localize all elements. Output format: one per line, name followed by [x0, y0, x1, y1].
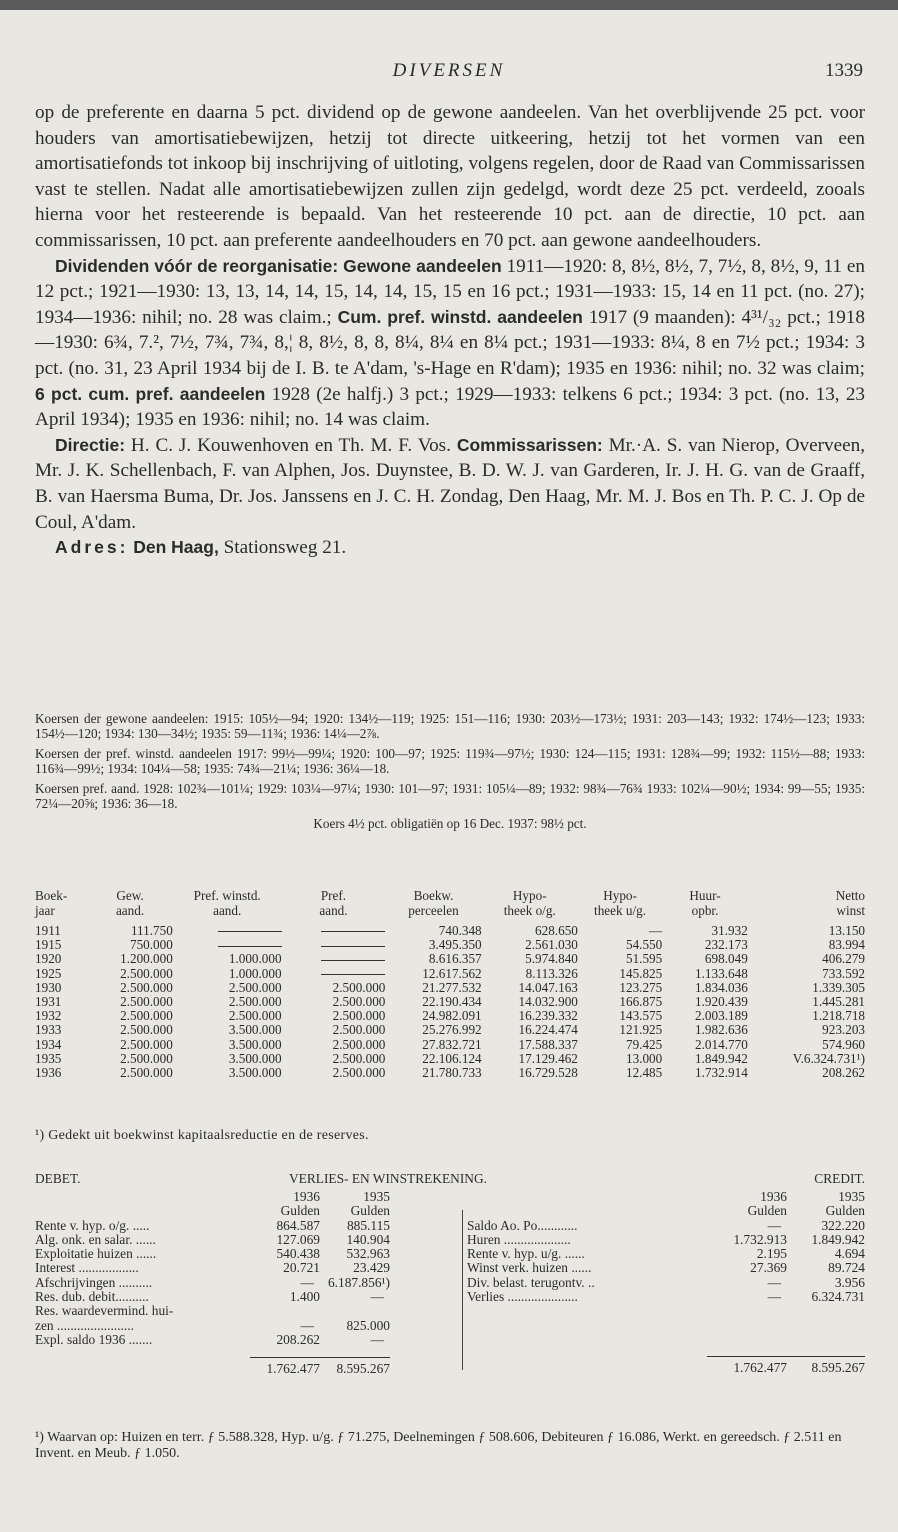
table-cell: 406.279 [822, 951, 865, 967]
table-cell: 2.500.000 [120, 1008, 173, 1024]
table-cell: 79.425 [625, 1036, 663, 1052]
table-row [35, 995, 865, 1009]
empty-dash [218, 946, 282, 947]
page-number: 1339 [825, 60, 863, 81]
debet-value: 23.429 [353, 1260, 390, 1276]
credit-value: — [767, 1289, 781, 1305]
table-cell: 628.650 [535, 923, 578, 938]
row-year: 1936 [35, 1065, 62, 1081]
table-row [35, 1023, 865, 1037]
credit-total-row [467, 1361, 865, 1375]
row-year: 1932 [35, 1008, 62, 1024]
table-cell: 3.500.000 [228, 1065, 282, 1081]
table-cell: 2.500.000 [332, 1050, 386, 1066]
table-cell: 2.500.000 [120, 979, 173, 995]
table-cell: 698.049 [704, 951, 748, 967]
commissarissen-label: Commissarissen: [456, 434, 603, 455]
commissarissen-text: Mr.·A. S. van Nierop, Overveen, Mr. J. K. Schellenbach, F. van Alphen, Jos. Duynstee, B. D. W. J. van Garderen, Ir. J. H. G. van de Graaff, B. van Haersma Buma, Dr. Jos. Janssens en J. C. H. Zondag, Den Haag, Mr. M. J. Bos en Th. P. C. J. Op de Coul, A'dam. [35, 434, 865, 533]
table-cell: 1.849.942 [695, 1050, 748, 1066]
credit-label: Div. belast. terugontv. .. [467, 1274, 595, 1290]
koers-obligaties: Koers 4½ pct. obligatiën op 16 Dec. 1937: 98½ pct. [313, 816, 587, 831]
debet-rows [35, 1219, 390, 1348]
debet-total-1936: 1.762.477 [266, 1360, 320, 1376]
dividends-text-3: 1928 (2e halfj.) 3 pct.; 1929—1933: telkens 6 pct.; 1934: 3 pct. (no. 13, 23 April 1934); 1935 en 1936: nihil; no. 14 was claim. [35, 383, 866, 431]
table-cell [282, 924, 386, 938]
table-cell: 2.500.000 [120, 1036, 173, 1052]
table-cell: 12.617.562 [422, 965, 482, 981]
col-header: aand. [115, 903, 145, 918]
table-cell: 111.750 [130, 923, 173, 938]
table-cell: 16.729.528 [518, 1065, 578, 1081]
debet-table [35, 1190, 390, 1376]
table-row [35, 1038, 865, 1052]
row-year: 1915 [35, 937, 62, 953]
credit-value: — [767, 1217, 781, 1233]
debet-row [35, 1290, 390, 1304]
pl-headings [35, 1172, 865, 1190]
credit-label: Winst verk. huizen ...... [467, 1260, 592, 1276]
debet-label: Expl. saldo 1936 ....... [35, 1331, 153, 1347]
col-header: theek u/g. [594, 903, 647, 918]
debet-unit-1935: Gulden [350, 1203, 390, 1219]
table-cell: 145.825 [619, 965, 663, 981]
debet-value: — [300, 1274, 314, 1290]
table-cell: 2.500.000 [332, 1036, 386, 1052]
koersen-pref-winstd: Koersen der pref. winstd. aandeelen 1917: 99½—99¼; 1920: 100—97; 1925: 119¾—97½; 1930: 124—115; 1931: 128¾—99; 1932: 115½—88; 1933: 116¾—99½; 1934: 104¼—58; 1935: 74¾—21¼; 1936: 36¼—18. [35, 746, 865, 776]
table-body [35, 924, 865, 1080]
table-cell: 3.495.350 [428, 937, 482, 953]
table-cell: 2.500.000 [228, 979, 282, 995]
dividends-text-2: 1917 (9 maanden): 4³¹/₃₂ pct.; 1918—1930: 6¾, 7.², 7½, 7¾, 7¾, 8,¦ 8, 8½, 8, 8, 8¼, 8¼ en 8¼ pct.; 1931—1933: 8¼, 8 en 7½ pct.; 1934: 3 pct. (no. 31, 23 April 1934 bij de I. B. te A'dam, 's-Hage en R'dam); 1935 en 1936: nihil; no. 32 was claim; [35, 306, 865, 379]
page-title: DIVERSEN [392, 60, 506, 81]
credit-table [467, 1190, 865, 1375]
table-cell: 1.339.305 [812, 979, 865, 995]
table-cell: 733.592 [822, 965, 865, 981]
debet-value [250, 1304, 320, 1318]
debet-row [35, 1276, 390, 1290]
table-cell [173, 938, 282, 952]
table-cell: 121.925 [619, 1022, 663, 1038]
credit-value: — [767, 1274, 781, 1290]
paragraph-adres [35, 535, 865, 561]
table-cell [282, 952, 386, 966]
profit-loss-account [35, 1171, 865, 1376]
col-header: Hypo- [512, 888, 547, 903]
adres-label: Adres: [55, 537, 129, 558]
col-header: Boekw. [413, 888, 454, 903]
debet-label: Afschrijvingen .......... [35, 1274, 153, 1290]
paragraph-dividends [35, 254, 865, 433]
table-row [35, 1009, 865, 1023]
table-cell: 22.106.124 [422, 1050, 482, 1066]
table-row [35, 924, 865, 938]
row-year: 1911 [35, 923, 61, 938]
debet-total-row [35, 1362, 390, 1376]
table-cell: 1.445.281 [812, 994, 865, 1010]
debet-year-1936: 1936 [293, 1189, 320, 1204]
table-cell: 25.276.992 [422, 1022, 482, 1038]
credit-value: 4.694 [834, 1246, 865, 1262]
table-cell: 3.500.000 [228, 1050, 282, 1066]
col-header: theek o/g. [503, 903, 556, 918]
table-cell: 83.994 [828, 937, 865, 953]
adres-text: Stationsweg 21. [218, 537, 347, 559]
table-cell: 16.239.332 [518, 1008, 578, 1024]
table-cell: 2.500.000 [332, 1065, 386, 1081]
row-year: 1920 [35, 951, 62, 967]
debet-value: 540.438 [276, 1246, 320, 1262]
table-cell: 2.500.000 [228, 994, 282, 1010]
debet-value: 825.000 [346, 1317, 390, 1333]
pl-divider [462, 1210, 463, 1370]
col-header: perceelen [408, 903, 459, 918]
table-cell: 208.262 [822, 1065, 865, 1081]
table-cell: 8.616.357 [428, 951, 482, 967]
table-header-row-2 [35, 903, 865, 924]
credit-row [467, 1276, 865, 1290]
credit-heading: CREDIT. [814, 1171, 865, 1186]
credit-value: 27.369 [750, 1260, 787, 1276]
col-header: Pref. winstd. [193, 888, 261, 903]
debet-unit-row [35, 1204, 390, 1218]
table-cell: 2.500.000 [332, 1008, 386, 1024]
debet-row [35, 1219, 390, 1233]
debet-label: Alg. onk. en salar. ...... [35, 1231, 156, 1247]
col-header: aand. [319, 903, 348, 918]
col-header: opbr. [691, 903, 719, 918]
dividends-text-1: 1911—1920: 8, 8½, 8½, 7, 7½, 8, 8½, 9, 11 en 12 pct.; 1921—1930: 13, 13, 14, 14, 15, 14, 14, 15, 15 en 16 pct.; 1931—1933: 15, 14 en 11 pct. (no. 27); 1934—1936: nihil; no. 28 was claim.; [35, 255, 865, 328]
table-cell: 1.200.000 [120, 951, 173, 967]
table-cell: 16.224.474 [518, 1022, 578, 1038]
row-year: 1934 [35, 1036, 62, 1052]
table-cell [173, 924, 282, 938]
share-prices [35, 711, 865, 836]
table-cell: 27.832.721 [422, 1036, 482, 1052]
credit-year-row [467, 1190, 865, 1204]
directie-text: H. C. J. Kouwenhoven en Th. M. F. Vos. [125, 434, 457, 456]
credit-value: 89.724 [828, 1260, 865, 1276]
directie-label: Directie: [55, 434, 126, 455]
empty-dash [321, 960, 385, 961]
table-cell: 21.277.532 [422, 979, 482, 995]
credit-unit-1936: Gulden [747, 1203, 787, 1219]
credit-row [467, 1219, 865, 1233]
table-cell: 12.485 [625, 1065, 663, 1081]
row-year: 1925 [35, 965, 62, 981]
table-cell: 574.960 [822, 1036, 865, 1052]
financial-history-table [35, 888, 865, 1080]
table-cell: — [649, 923, 663, 938]
table-cell: 750.000 [129, 937, 173, 953]
credit-year-1935: 1935 [838, 1189, 865, 1204]
table-cell: 1.920.439 [695, 994, 748, 1010]
cum-pref-label: Cum. pref. winstd. aandeelen [337, 306, 583, 327]
debet-value [320, 1304, 390, 1318]
credit-value: 322.220 [821, 1217, 865, 1233]
debet-row [35, 1247, 390, 1261]
debet-value: 127.069 [276, 1231, 320, 1247]
debet-label: Rente v. hyp. o/g. ..... [35, 1217, 150, 1233]
debet-value: 885.115 [346, 1217, 390, 1233]
debet-year-1935: 1935 [363, 1189, 390, 1204]
debet-value: 6.187.856¹) [327, 1274, 390, 1290]
debet-row [35, 1261, 390, 1275]
table-cell: 5.974.840 [525, 951, 578, 967]
table-cell: 740.348 [438, 923, 482, 938]
table-cell: 123.275 [619, 979, 663, 995]
table-cell: 2.500.000 [120, 965, 173, 981]
table-cell: 3.500.000 [228, 1022, 282, 1038]
table-cell: 51.595 [625, 951, 663, 967]
table-row [35, 967, 865, 981]
table-cell: 2.500.000 [120, 1065, 173, 1081]
table-cell [282, 938, 386, 952]
table-header-row-1 [35, 888, 865, 903]
debet-label: Exploitatie huizen ...... [35, 1246, 157, 1262]
table-cell: 923.203 [822, 1022, 865, 1038]
credit-value: 1.849.942 [811, 1231, 865, 1247]
koersen-gewone: Koersen der gewone aandeelen: 1915: 105½—94; 1920: 134½—119; 1925: 151—116; 1930: 203½—173½; 1931: 203—143; 1932: 174½—123; 1933: 154½—120; 1934: 130—34½; 1935: 59—11¾; 1936: 14¼—2⅞. [35, 711, 865, 741]
debet-value: — [370, 1331, 384, 1347]
table-cell: 2.500.000 [332, 979, 386, 995]
six-pct-label: 6 pct. cum. pref. aandeelen [35, 383, 266, 404]
table-cell: 1.000.000 [228, 965, 282, 981]
table-cell: 2.500.000 [332, 994, 386, 1010]
debet-value: 1.400 [289, 1289, 320, 1305]
credit-label: Saldo Ao. Po............ [467, 1217, 578, 1233]
col-header: Huur- [689, 888, 721, 903]
debet-value: 20.721 [283, 1260, 320, 1276]
debet-unit-1936: Gulden [280, 1203, 320, 1219]
credit-unit-row [467, 1204, 865, 1218]
table-row [35, 1052, 865, 1066]
table-cell [282, 967, 386, 981]
koersen-pref: Koersen pref. aand. 1928: 102¾—101¼; 1929: 103¼—97¼; 1930: 101—97; 1931: 105¼—89; 1932: 98¾—76¾ 1933: 102¼—90½; 1934: 99—55; 1935: 72¼—20⅝; 1936: 36—18. [35, 781, 865, 811]
table-cell: 1.000.000 [228, 951, 282, 967]
table-cell: 8.113.326 [525, 965, 578, 981]
table-cell: 3.500.000 [228, 1036, 282, 1052]
credit-row [467, 1261, 865, 1275]
table-cell: 22.190.434 [422, 994, 482, 1010]
body-text [35, 100, 865, 561]
table-cell: 21.780.733 [422, 1065, 482, 1081]
table-row [35, 981, 865, 995]
row-year: 1931 [35, 994, 62, 1010]
table-row [35, 938, 865, 952]
table-cell: 1.732.914 [695, 1065, 748, 1081]
credit-value: 3.956 [834, 1274, 865, 1290]
table-cell: 1.834.036 [695, 979, 748, 995]
table-cell: 31.932 [711, 923, 748, 938]
page-header [35, 60, 863, 86]
table-cell: 166.875 [619, 994, 663, 1010]
col-header: Netto [835, 888, 865, 903]
table-cell: 2.500.000 [120, 994, 173, 1010]
credit-row [467, 1247, 865, 1261]
table-cell: V.6.324.731¹) [792, 1050, 865, 1066]
table-cell: 2.500.000 [228, 1008, 282, 1024]
table-cell: 2.500.000 [332, 1022, 386, 1038]
table-cell: 2.500.000 [120, 1022, 173, 1038]
debet-row [35, 1319, 390, 1333]
table-cell: 143.575 [619, 1008, 663, 1024]
row-year: 1935 [35, 1050, 62, 1066]
col-header: Boek- [35, 888, 68, 903]
table-cell: 14.032.900 [518, 994, 578, 1010]
credit-label: Rente v. hyp. u/g. ...... [467, 1246, 585, 1262]
col-header: winst [836, 903, 865, 918]
table-row [35, 952, 865, 966]
debet-label: Res. waardevermind. hui- [35, 1303, 174, 1319]
credit-value: 2.195 [756, 1246, 787, 1262]
table-cell: 14.047.163 [518, 979, 578, 995]
table-cell: 1.218.718 [812, 1008, 865, 1024]
table-cell: 2.500.000 [120, 1050, 173, 1066]
col-header: Gew. [116, 888, 144, 903]
debet-row [35, 1333, 390, 1347]
table-row [35, 1066, 865, 1080]
paragraph-directie [35, 433, 865, 535]
table-cell: 17.129.462 [518, 1050, 578, 1066]
debet-label: zen ....................... [35, 1317, 134, 1333]
debet-year-row [35, 1190, 390, 1204]
debet-label: Interest .................. [35, 1260, 139, 1276]
dividends-label: Dividenden vóór de reorganisatie: Gewone aandeelen [55, 255, 502, 276]
debet-value: 208.262 [276, 1331, 320, 1347]
table-cell: 1.133.648 [695, 965, 748, 981]
table-cell: 2.003.189 [695, 1008, 748, 1024]
credit-total-1935: 8.595.267 [811, 1359, 865, 1375]
debet-value: — [300, 1317, 314, 1333]
table-cell: 2.561.030 [525, 937, 578, 953]
table-cell: 1.982.636 [695, 1022, 748, 1038]
footnote-table: ¹) Gedekt uit boekwinst kapitaalsreductie en de reserves. [35, 1128, 369, 1143]
credit-value: 6.324.731 [811, 1289, 865, 1305]
credit-label: Huren .................... [467, 1231, 571, 1247]
paragraph-statutes: op de preferente en daarna 5 pct. dividend op de gewone aandeelen. Van het overblijvende 25 pct. voor houders van amortisatiebewijzen, hetzij tot directe uitkeering, hetzij tot het vormen van een amortisatiefonds tot inkoop bij inschrijving of uitloting, volgens regelen, door de Raad van Commissarissen vast te stellen. Nadat alle amortisatiebewijzen zullen zijn gedelgd, wordt deze 25 pct. verdeeld, zooals hierna voor het resteerende is bepaald. Van het resteerende 10 pct. aan de directie, 10 pct. aan commissarissen, 10 pct. aan preferente aandeelhouders en 70 pct. aan gewone aandeelhouders. [35, 102, 865, 251]
credit-total-1936: 1.762.477 [733, 1359, 787, 1375]
empty-dash [218, 931, 282, 932]
col-header: jaar [35, 903, 55, 918]
col-header: Hypo- [603, 888, 637, 903]
table-cell: 24.982.091 [422, 1008, 482, 1024]
footnote-pl: ¹) Waarvan op: Huizen en terr. ƒ 5.588.328, Hyp. u/g. ƒ 71.275, Deelnemingen ƒ 508.606, Debiteuren ƒ 16.086, Werkt. en gereedsch. ƒ 2.511 en Invent. en Meub. ƒ 1.050. [35, 1430, 842, 1461]
credit-value: 1.732.913 [733, 1231, 787, 1247]
debet-value: 864.587 [276, 1217, 320, 1233]
adres-city: Den Haag, [133, 537, 219, 558]
debet-heading: DEBET. [35, 1171, 81, 1186]
table-cell: 17.588.337 [518, 1036, 578, 1052]
pl-title: VERLIES- EN WINSTREKENING. [289, 1171, 487, 1186]
credit-unit-1935: Gulden [825, 1203, 865, 1219]
table-cell: 2.014.770 [695, 1036, 748, 1052]
credit-row [467, 1290, 865, 1304]
debet-total-1935: 8.595.267 [336, 1360, 390, 1376]
scan-top-edge [0, 0, 898, 10]
col-header: Pref. [320, 888, 347, 903]
empty-dash [321, 974, 385, 975]
credit-row [467, 1233, 865, 1247]
table-cell: 232.173 [704, 937, 748, 953]
table-cell: 13.150 [828, 923, 865, 938]
table-cell: 54.550 [625, 937, 663, 953]
credit-rows [467, 1219, 865, 1305]
credit-year-1936: 1936 [760, 1189, 787, 1204]
debet-label: Res. dub. debit.......... [35, 1289, 149, 1305]
row-year: 1930 [35, 979, 62, 995]
debet-value: — [370, 1289, 384, 1305]
credit-label: Verlies ..................... [467, 1289, 578, 1305]
debet-row [35, 1233, 390, 1247]
debet-value: 140.904 [346, 1231, 390, 1247]
col-header: aand. [213, 903, 242, 918]
row-year: 1933 [35, 1022, 62, 1038]
empty-dash [321, 946, 385, 947]
empty-dash [321, 931, 385, 932]
debet-value: 532.963 [346, 1246, 390, 1262]
table-cell: 13.000 [625, 1050, 663, 1066]
debet-row [35, 1304, 390, 1318]
